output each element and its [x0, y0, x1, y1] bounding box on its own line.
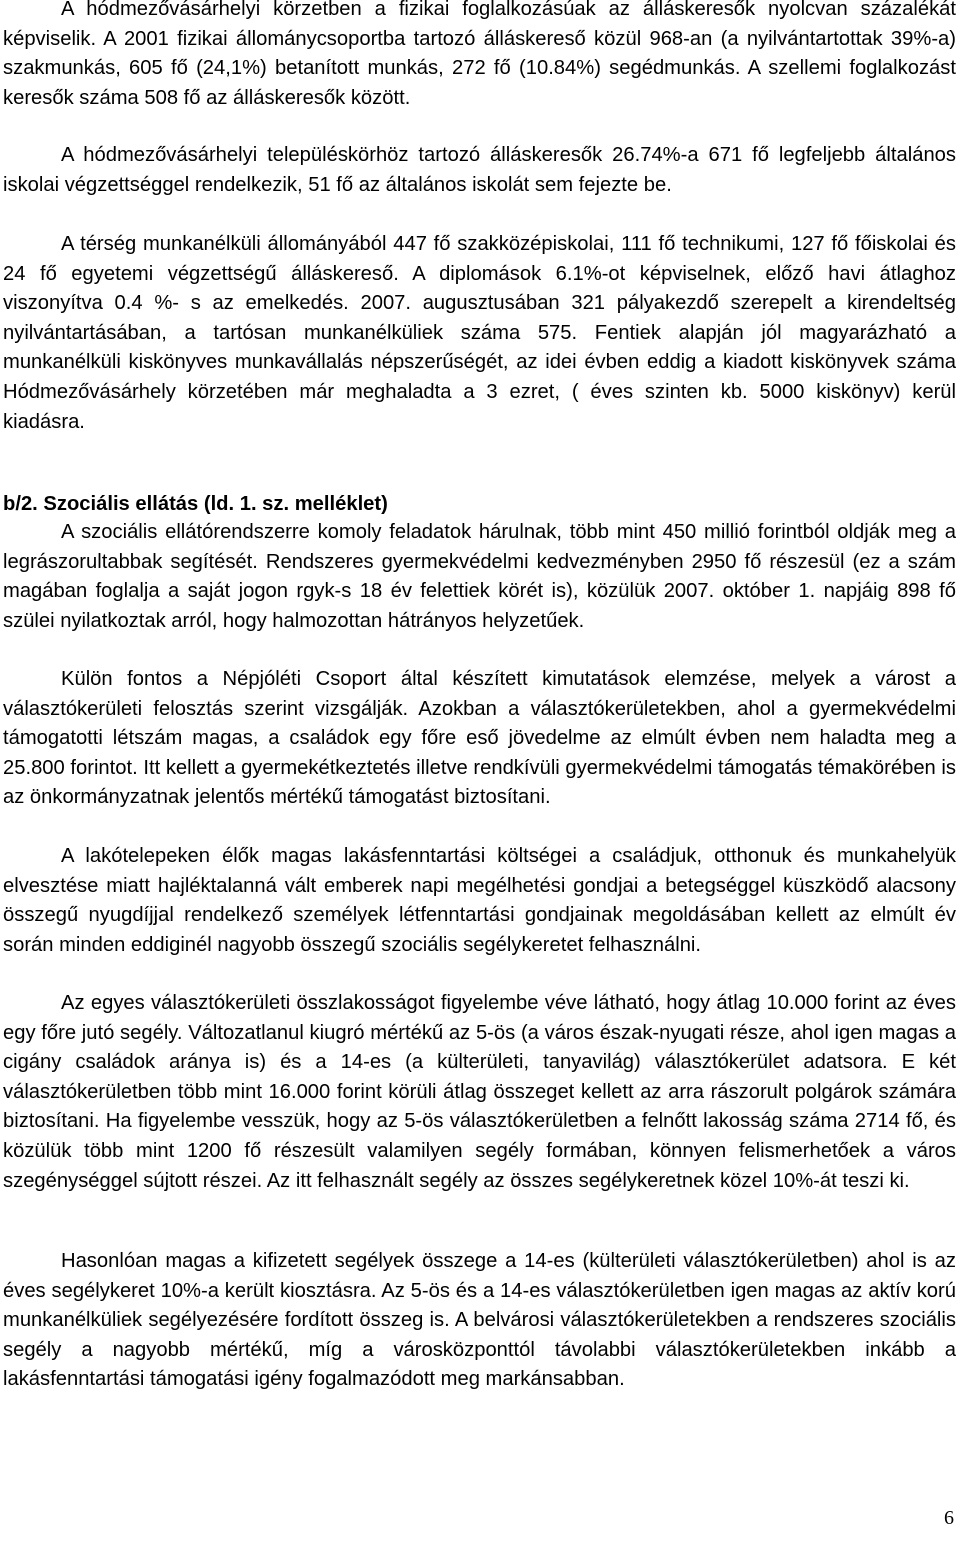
- page-number: 6: [944, 1507, 954, 1529]
- paragraph-fizikai-foglalkozasuak: A hódmezővásárhelyi körzetben a fizikai foglalkozásúak az álláskeresők nyolcvan százalékát képviselik. A 2001 fizikai állománycsoportba tartozó álláskereső közül 968-an (a nyilvántartottak 39%-a) szakmunkás, 605 fő (24,1%) betanított munkás, 272 fő (10.84%) segédmunkás. A szellemi foglalkozást keresők száma 508 fő az álláskeresők között.: [3, 0, 956, 109]
- paragraph-kifizetett-segelyek: Hasonlóan magas a kifizetett segélyek összege a 14-es (külterületi választókerületben) ahol is az éves segélykeret 10%-a került kiosztásra. Az 5-ös és a 14-es választókerületben igen magas az aktív korú munkanélküliek segélyezésére fordított összeg is. A belvárosi választókerületekben a rendszeres szociális segély a nagyobb mértékű, míg a városközponttól távolabbi választókerületekben inkább a lakásfenntartási támogatási igény fogalmazódott meg markánsabban.: [3, 1250, 956, 1391]
- paragraph-vegzettseg: A hódmezővásárhelyi településkörhöz tartozó álláskeresők 26.74%-a 671 fő legfeljebb általános iskolai végzettséggel rendelkezik, 51 fő az általános iskolát sem fejezte be.: [3, 144, 956, 196]
- section-heading: b/2. Szociális ellátás (ld. 1. sz. melléklet): [3, 493, 388, 515]
- paragraph-nepjoleti-csoport: Külön fontos a Népjóléti Csoport által készített kimutatások elemzése, melyek a várost a választókerületi felosztás szerint vizsgálják. Azokban a választókerületekben, ahol a gyermekvédelmi támogatotti létszám magas, a családok egy főre eső jövedelme az elmúlt évben nem haladta meg a 25.800 forintot. Itt kellett a gyermekétkeztetés illetve rendkívüli gyermekvédelmi támogatás témakörében is az önkormányzatnak jelentős mértékű támogatást biztosítani.: [3, 668, 956, 809]
- paragraph-lakotelepek: A lakótelepeken élők magas lakásfenntartási költségei a családjuk, otthonuk és munkahelyük elvesztése miatt hajléktalanná vált emberek napi megélhetési gondjai a betegséggel küszködő alacsony összegű nyugdíjjal rendelkező személyek létfenntartási gondjainak megoldásában kellett az elmúlt év során minden eddiginél nagyobb összegű szociális segélykeretet felhasználni.: [3, 845, 956, 956]
- paragraph-valasztokeruletek: Az egyes választókerületi összlakosságot figyelembe véve látható, hogy átlag 10.000 forint az éves egy főre jutó segély. Változatlanul kiugró mértékű az 5-ös (a város észak-nyugati része, ahol igen magas a cigány családok aránya is) és a 14-es (a külterületi, tanyavilág) választókerület adatsora. E két választókerületben több mint 16.000 forint körüli átlag összeget kellett az arra rászorult polgárok számára biztosítani. Ha figyelembe vesszük, hogy az 5-ös választókerületben a felnőtt lakosság száma 2714 fő, és közülük több mint 1200 fő részesült valamilyen segély formában, könnyen felismerhetőek a város szegénységgel sújtott részei. Az itt felhasznált segély az összes segélykeretnek közel 10%-át teszi ki.: [3, 992, 956, 1192]
- paragraph-szocialis-ellatorendszer: A szociális ellátórendszerre komoly feladatok hárulnak, több mint 450 millió forintból oldják meg a legrászorultabbak segítését. Rendszeres gyermekvédelmi kedvezményben 2950 fő részesül (ez a szám magában foglalja a saját jogon rgyk-s 18 év felettiek körét is), közülük 2007. október 1. napjáig 898 fő szülei nyilatkoztak arról, hogy halmozottan hátrányos helyzetűek.: [3, 521, 956, 632]
- paragraph-munkanelkuli-allomany: A térség munkanélküli állományából 447 fő szakközépiskolai, 111 fő technikumi, 127 fő főiskolai és 24 fő egyetemi végzettségű álláskereső. A diplomások 6.1%-ot képviselnek, előző havi átlaghoz viszonyítva 0.4 %- s az emelkedés. 2007. augusztusában 321 pályakezdő szerepelt a kirendeltség nyilvántartásában, a tartósan munkanélküliek száma 575. Fentiek alapján jól magyarázható a munkanélküli kiskönyves munkavállalás népszerűségét, az idei évben eddig a kiadott kiskönyvek száma Hódmezővásárhely körzetében már meghaladta a 3 ezret, ( éves szinten kb. 5000 kiskönyv) kerül kiadásra.: [3, 233, 956, 433]
